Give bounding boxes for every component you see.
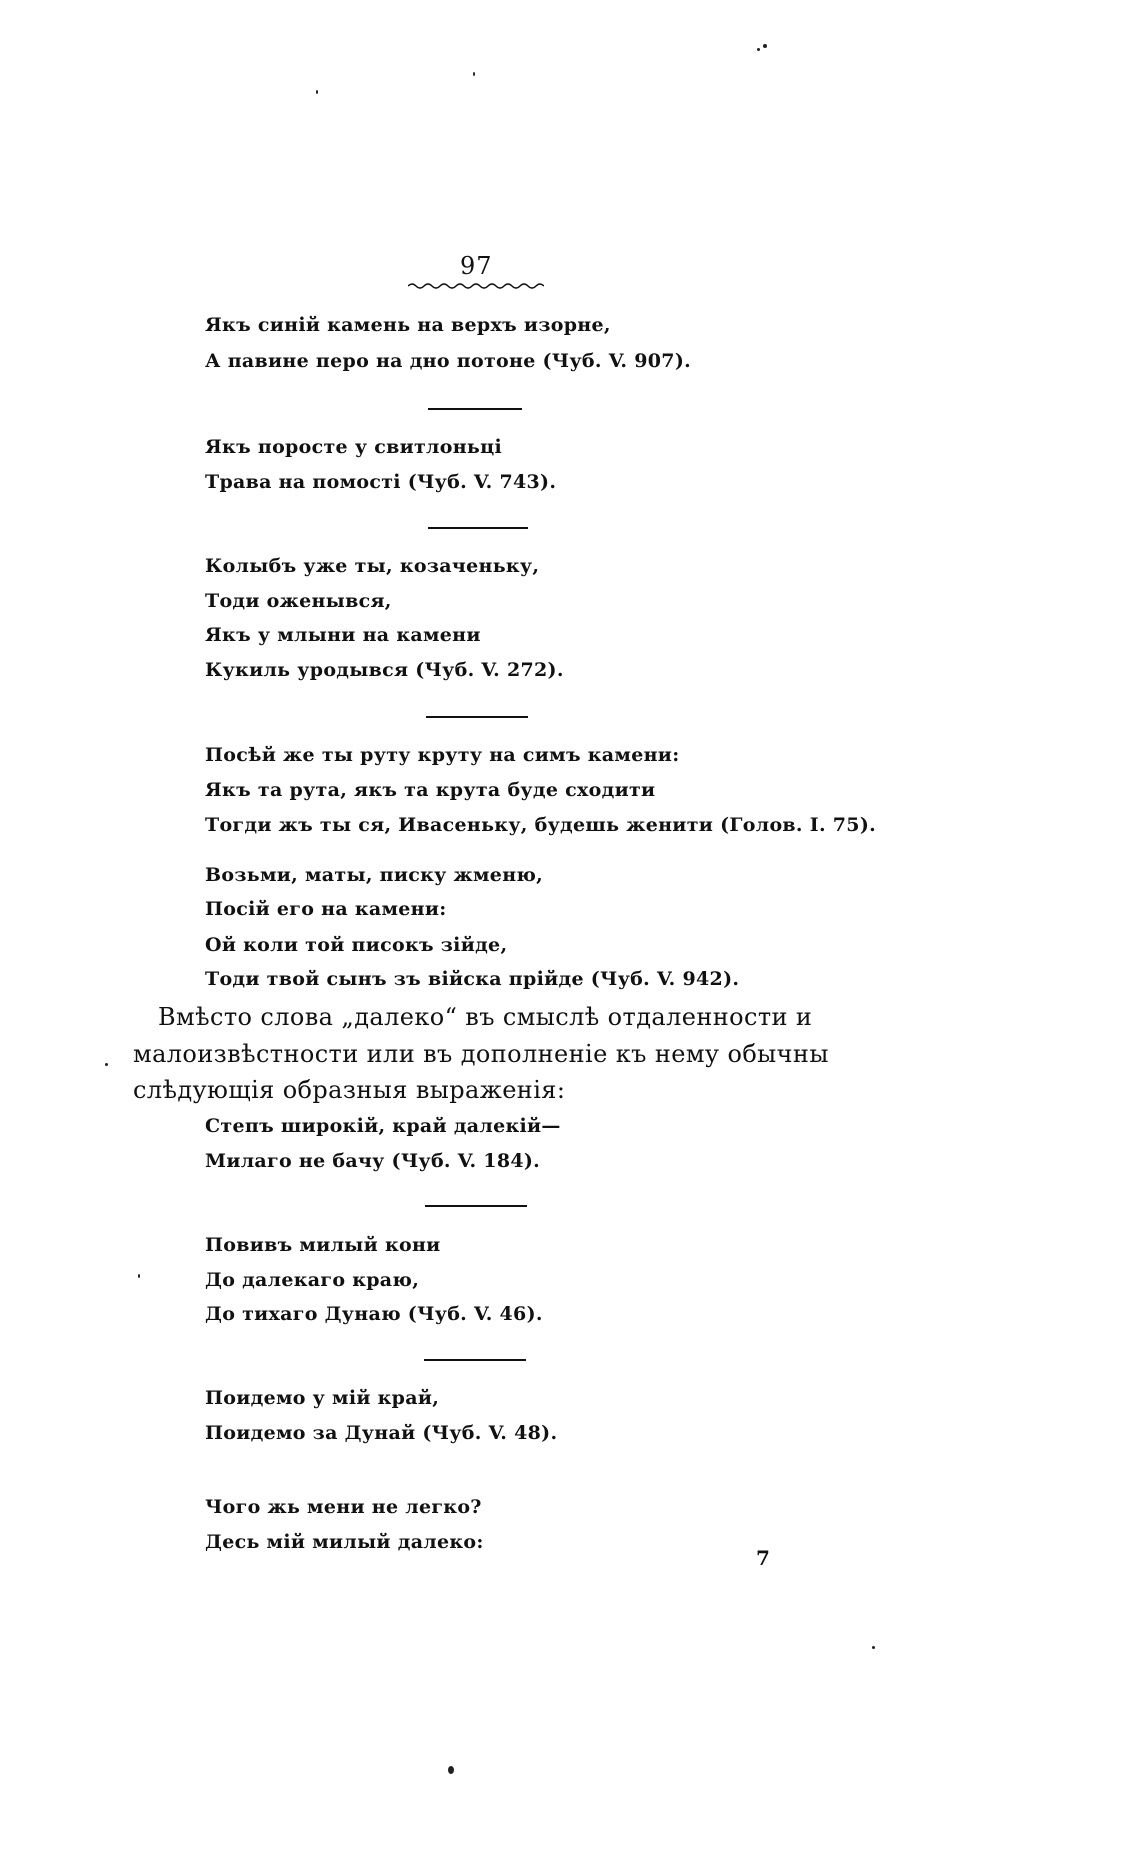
scan-speck xyxy=(757,48,760,51)
section-divider xyxy=(426,716,528,718)
scan-speck xyxy=(138,1274,140,1278)
prose-line: Вмѣсто слова „далеко“ въ смыслѣ отдаленности и xyxy=(158,1003,813,1031)
verse-line: Посій его на камени: xyxy=(205,898,447,920)
section-divider xyxy=(428,527,528,529)
scan-speck xyxy=(872,1646,875,1649)
verse-line: Тоди оженывся, xyxy=(205,590,392,612)
verse-line: Якъ у млыни на камени xyxy=(205,624,481,646)
verse-line: Якъ синій камень на верхъ изорне, xyxy=(205,314,611,336)
scan-speck xyxy=(473,72,475,76)
verse-line: Тоди твой сынъ зъ війска прійде (Чуб. V. 942). xyxy=(205,968,740,990)
verse-line: До далекаго краю, xyxy=(205,1269,420,1291)
verse-line: Трава на помості (Чуб. V. 743). xyxy=(205,471,557,493)
verse-line: Повивъ милый кони xyxy=(205,1234,441,1256)
verse-line: Милаго не бачу (Чуб. V. 184). xyxy=(205,1150,541,1172)
verse-line: Возьми, маты, писку жменю, xyxy=(205,864,544,886)
verse-line: А павине перо на дно потоне (Чуб. V. 907). xyxy=(205,350,692,372)
section-divider xyxy=(428,408,522,410)
verse-line: Поидемо за Дунай (Чуб. V. 48). xyxy=(205,1422,558,1444)
ornamental-wavy-rule xyxy=(408,282,544,290)
verse-line: Якъ поросте у свитлоньці xyxy=(205,436,502,458)
verse-line: Посѣй же ты руту круту на симъ камени: xyxy=(205,744,680,766)
scan-speck xyxy=(316,90,318,94)
verse-line: Поидемо у мій край, xyxy=(205,1387,440,1409)
verse-line: Ой коли той писокъ зійде, xyxy=(205,934,508,956)
page-number: 97 xyxy=(460,252,493,280)
verse-line: До тихаго Дунаю (Чуб. V. 46). xyxy=(205,1303,543,1325)
verse-line: Десь мій милый далеко: xyxy=(205,1531,484,1553)
verse-line: Якъ та рута, якъ та крута буде сходити xyxy=(205,779,656,801)
prose-line: малоизвѣстности или въ дополненіе къ нему обычны xyxy=(133,1040,829,1068)
verse-line: Кукиль уродывся (Чуб. V. 272). xyxy=(205,659,564,681)
verse-line: Чого жь мени не легко? xyxy=(205,1496,482,1518)
scan-speck xyxy=(448,1766,454,1774)
scan-speck xyxy=(105,1063,108,1066)
verse-line: Колыбъ уже ты, козаченьку, xyxy=(205,555,540,577)
signature-mark: 7 xyxy=(756,1546,770,1570)
prose-line: слѣдующія образныя выраженія: xyxy=(133,1076,566,1104)
section-divider xyxy=(424,1359,526,1361)
section-divider xyxy=(425,1205,527,1207)
verse-line: Тогди жъ ты ся, Ивасеньку, будешь женити (Голов. I. 75). xyxy=(205,814,877,836)
scan-speck xyxy=(763,44,767,48)
verse-line: Степъ широкій, край далекій— xyxy=(205,1115,561,1137)
